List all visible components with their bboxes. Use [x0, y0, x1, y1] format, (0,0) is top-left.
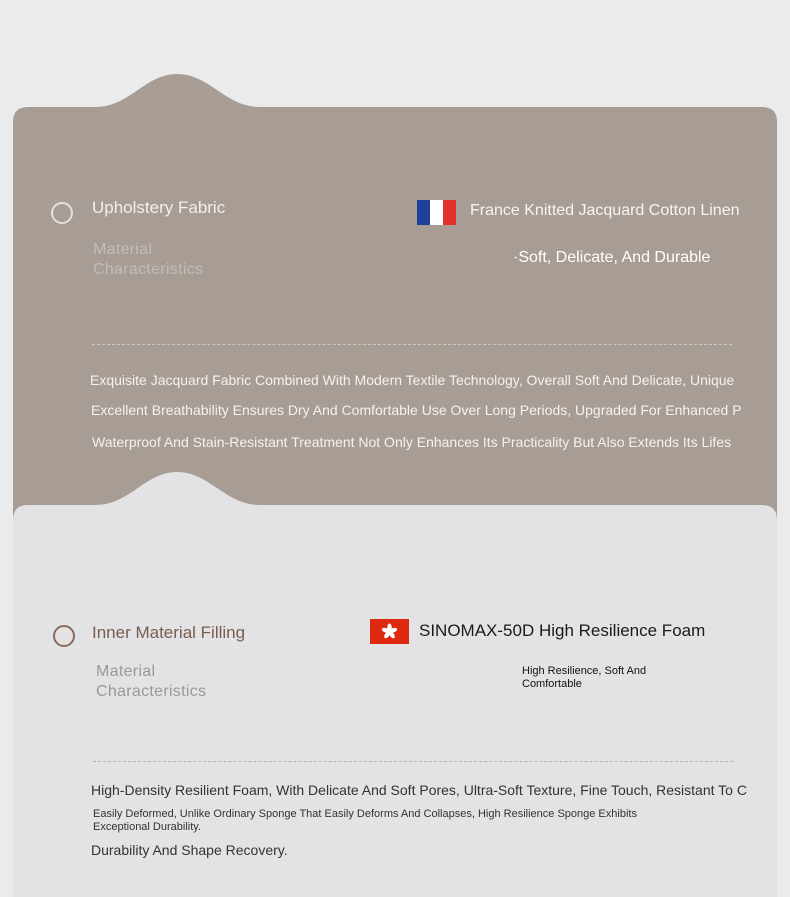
filling-section-title: Inner Material Filling — [92, 623, 246, 642]
filling-desc-line-3: Durability And Shape Recovery. — [91, 842, 288, 858]
filling-material-label: Material Characteristics — [96, 663, 207, 700]
fabric-divider — [92, 344, 732, 345]
filling-product-name: SINOMAX-50D High Resilience Foam — [419, 621, 706, 640]
filling-divider — [93, 761, 733, 762]
filling-desc-small: Easily Deformed, Unlike Ordinary Sponge That Easily Deforms And Collapses, High Resilience Sponge Exhibits Exceptional Durability. — [93, 808, 637, 833]
fabric-section-panel — [13, 74, 777, 520]
fabric-product-name: France Knitted Jacquard Cotton Linen — [470, 202, 740, 219]
fabric-desc-line-2: Excellent Breathability Ensures Dry And Comfortable Use Over Long Periods, Upgraded For Enhanced P — [91, 402, 742, 418]
fabric-desc-line-3: Waterproof And Stain-Resistant Treatment Not Only Enhances Its Practicality But Also Extends Its Lifes — [92, 434, 732, 450]
filling-feature: High Resilience, Soft And Comfortable — [522, 665, 647, 690]
fabric-material-label: Material Characteristics — [93, 241, 204, 278]
fabric-radio-ring-icon — [51, 202, 73, 224]
hong-kong-flag-icon — [370, 619, 409, 644]
france-flag-icon — [417, 200, 456, 225]
fabric-desc-line-1: Exquisite Jacquard Fabric Combined With Modern Textile Technology, Overall Soft And Delicate, Unique — [90, 372, 735, 388]
fabric-section-title: Upholstery Fabric — [92, 198, 226, 217]
fabric-feature: ·Soft, Delicate, And Durable — [513, 249, 711, 266]
filling-desc-line-1: High-Density Resilient Foam, With Delicate And Soft Pores, Ultra-Soft Texture, Fine Touch, Resistant To C — [91, 782, 747, 798]
filling-radio-ring-icon — [53, 625, 75, 647]
